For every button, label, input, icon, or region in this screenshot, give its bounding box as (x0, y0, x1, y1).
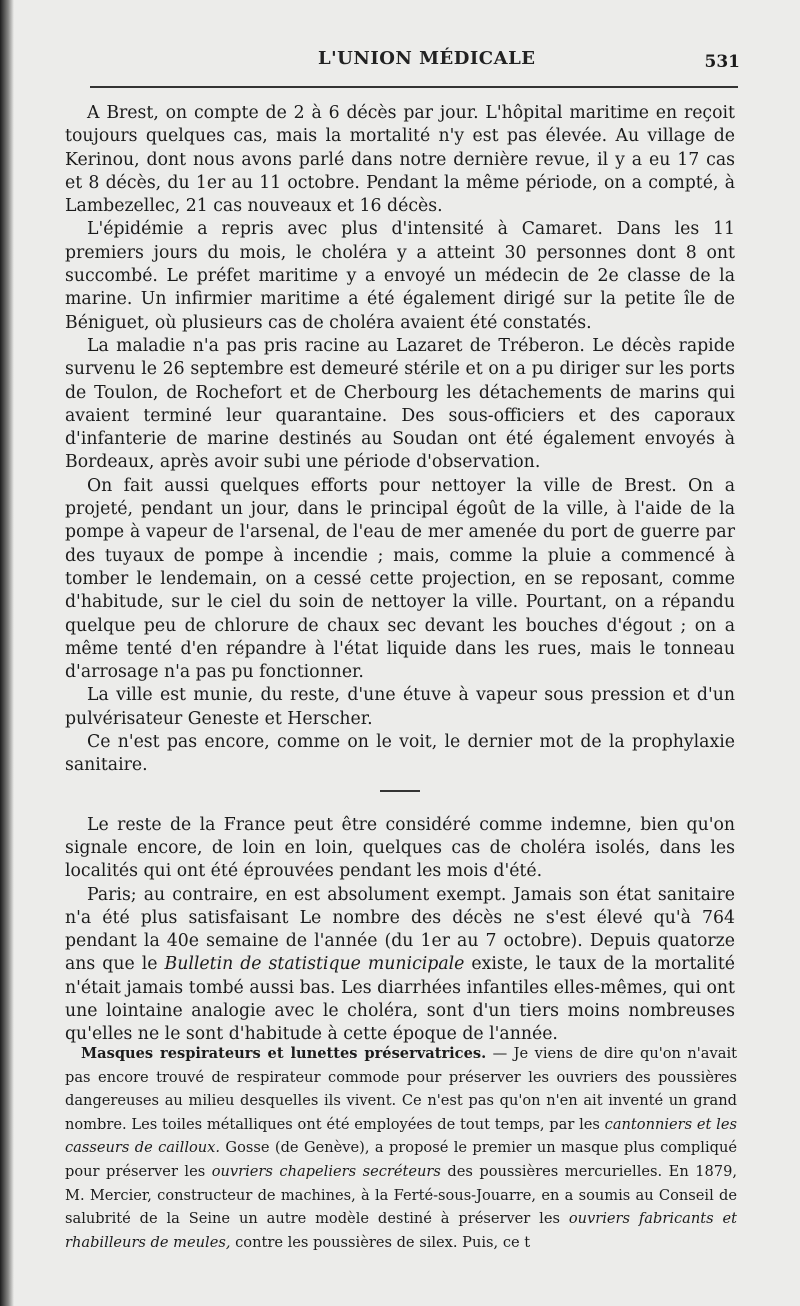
book-gutter-shadow (0, 0, 14, 1306)
main-text (65, 102, 735, 1047)
paragraph-nettoyage: On fait aussi quelques efforts pour nettoyer la ville de Brest. On a projeté, pendant un jour, dans le principal égoût de la ville, à l'aide de la pompe à vapeur de l'arsenal, de l'eau de mer amenée du port de guerre par des tuyaux de pompe à incendie ; mais, comme la pluie a commencé à tomber le lendemain, on a cessé cette projection, en se reposant, comme d'habitude, sur le ciel du soin de nettoyer la ville. Pourtant, on a répandu quelque peu de chlorure de chaux sec devant les bouches d'égout ; on a même tenté d'en répandre à l'état liquide dans les rues, mais le tonneau d'arrosage n'a pas pu fonctionner. (65, 475, 735, 683)
paragraph-prophylaxie: Ce n'est pas encore, comme on le voit, le dernier mot de la prophylaxie sanitaire. (65, 732, 735, 776)
paragraph-paris (65, 884, 735, 1047)
section-masques (65, 1042, 737, 1254)
paris-text-b: existe, le taux de la mortalité n'était jamais tombé aussi bas. Les diarrhées infantiles elles-mêmes, qui ont une lointaine analogie avec le choléra, sont d'un tiers moins nombreuses qu'elles ne le sont d'habitude à cette époque de l'année. (65, 954, 735, 1045)
masques-text-4: contre les poussières de silex. Puis, ce t (230, 1233, 531, 1251)
paragraph-masques (65, 1042, 737, 1254)
paragraph-lazaret: La maladie n'a pas pris racine au Lazaret de Tréberon. Le décès rapide survenu le 26 septembre est demeuré stérile et on a pu diriger sur les ports de Toulon, de Rochefort et de Cherbourg les détachements de marins qui avaient terminé leur quarantaine. Des sous-officiers et des caporaux d'infanterie de marine destinés au Soudan ont été également envoyés à Bordeaux, après avoir subi une période d'observation. (65, 335, 735, 473)
section-divider (380, 790, 420, 792)
paris-text-a: Paris; au contraire, en est absolument exempt. Jamais son état sanitaire n'a été plus satisfaisant Le nombre des décès ne s'est élevé qu'à 764 pendant la 40e semaine de l'année (du 1er au 7 octobre). Depuis quatorze ans que le (65, 884, 735, 975)
masques-text-1: — Je viens de dire qu'on n'avait pas encore trouvé de respirateur commode pour préserver les ouvriers des poussières dangereuses au milieu desquelles ils vivent. Ce n'est pas qu'on n'en ait inventé un grand nombre. Les toiles métalliques ont été employées de tout temps, par les (65, 1045, 737, 1133)
page-number: 531 (704, 52, 740, 72)
masques-italic-2: ouvriers chapeliers secréteurs (211, 1162, 441, 1180)
paragraph-camaret: L'épidémie a repris avec plus d'intensité à Camaret. Dans les 11 premiers jours du mois, le choléra y a atteint 30 personnes dont 8 ont succombé. Le préfet maritime y a envoyé un médecin de 2e classe de la marine. Un infirmier maritime a été également dirigé sur la petite île de Béniguet, où plusieurs cas de choléra avaient été constatés. (65, 219, 735, 333)
masques-text-3: des poussières mercurielles. En 1879, M. Mercier, constructeur de machines, à la Ferté-sous-Jouarre, en a soumis au Conseil de salubrité de la Seine un autre modèle destiné à préserver les (65, 1162, 737, 1228)
paragraph-france: Le reste de la France peut être considéré comme indemne, bien qu'on signale encore, de loin en loin, quelques cas de choléra isolés, dans les localités qui ont été éprouvées pendant les mois d'été. (65, 814, 735, 882)
masques-text-2: Gosse (de Genève), a proposé le premier un masque plus compliqué pour préserver les (65, 1139, 737, 1180)
bulletin-title: Bulletin de statistique municipale (164, 954, 465, 975)
masques-italic-1: cantonniers et les casseurs de cailloux. (65, 1115, 737, 1157)
running-title: L'UNION MÉDICALE (318, 48, 536, 69)
page-header (90, 48, 740, 78)
section-heading: Masques respirateurs et lunettes préservatrices. (81, 1045, 487, 1062)
paragraph-brest: A Brest, on compte de 2 à 6 décès par jour. L'hôpital maritime en reçoit toujours quelques cas, mais la mortalité n'y est pas élevée. Au village de Kerinou, dont nous avons parlé dans notre dernière revue, il y a eu 17 cas et 8 décès, du 1er au 11 octobre. Pendant la même période, on a compté, à Lambezellec, 21 cas nouveaux et 16 décès. (65, 103, 735, 217)
header-rule (90, 86, 738, 88)
paragraph-etuve: La ville est munie, du reste, d'une étuve à vapeur sous pression et d'un pulvérisateur Geneste et Herscher. (65, 685, 735, 729)
masques-italic-3: ouvriers fabricants et rhabilleurs de meules, (65, 1210, 737, 1251)
